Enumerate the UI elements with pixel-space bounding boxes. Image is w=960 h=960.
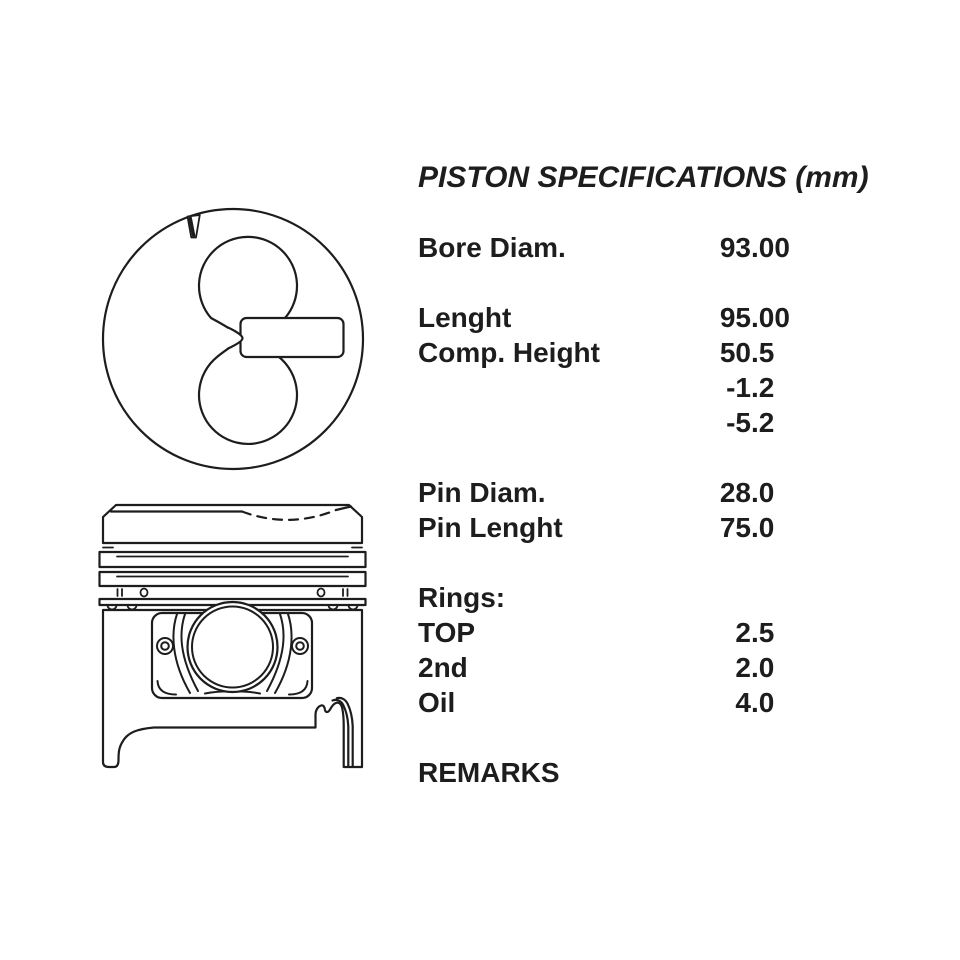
spec-label [418,405,696,440]
spec-label: Oil [418,687,456,718]
spec-value [696,615,774,650]
spec-label: REMARKS [418,757,560,788]
spec-rows [418,230,888,790]
spec-value-int: 93 [719,232,751,263]
spec-value [696,650,774,685]
spec-value [696,580,751,615]
spec-value [696,335,774,370]
ring-band-2 [100,572,366,586]
spec-value-int: 50 [719,337,751,368]
spec-value-int: -5 [726,407,751,438]
spec-value-frac: .0 [751,687,775,718]
spec-row [418,685,888,720]
drain-hole-left [141,589,148,597]
spec-value [696,300,790,335]
spec-panel [418,160,888,790]
spec-value-frac: .5 [751,617,775,648]
boss-hole-left [157,638,173,654]
spec-value-int [696,580,751,615]
crown-slot [241,318,344,357]
spec-value [696,405,774,440]
spec-label: Comp. Height [418,337,600,368]
spec-value [696,685,774,720]
spec-row [418,615,888,650]
spec-row [418,230,888,265]
spec-value-frac: .2 [751,372,775,403]
spec-value-frac: .0 [751,652,775,683]
spec-value [696,510,774,545]
spec-label: Lenght [418,302,512,333]
spec-value [696,370,774,405]
spec-row [418,300,888,335]
spec-label: Bore Diam. [418,232,566,263]
spec-title: PISTON SPECIFICATIONS (mm) [418,161,869,194]
spec-value-int: 95 [719,302,751,333]
spec-value [696,755,751,790]
spec-label: TOP [418,617,476,648]
spec-value-frac: .0 [751,512,775,543]
spec-row [418,405,888,440]
spec-value-frac: .2 [751,407,775,438]
spec-value-int: 4 [735,687,751,718]
spec-value-int: 2 [735,652,751,683]
spec-row [418,755,888,790]
spec-value-frac: .0 [751,477,775,508]
spec-row [418,580,888,615]
spec-row [418,510,888,545]
pin-bore-outer [188,602,278,692]
spec-value-int [696,755,751,790]
drain-hole-right [318,589,325,597]
spec-value [696,475,774,510]
spec-label: Pin Diam. [418,477,546,508]
spec-label: 2nd [418,652,468,683]
spec-value-frac: .00 [751,232,790,263]
spec-row [418,335,888,370]
spec-label: Rings: [418,582,506,613]
spec-value-int: 2 [735,617,751,648]
drain-slot-ticks [118,589,348,596]
ring-band-1 [100,552,366,567]
spec-row [418,650,888,685]
spec-label [418,370,696,405]
spec-row [418,370,888,405]
boss-hole-right [292,638,308,654]
spec-value-frac: .5 [751,337,775,368]
spec-value [696,230,790,265]
spec-label: Pin Lenght [418,512,563,543]
spec-value-int: -1 [726,372,751,403]
spec-row [418,475,888,510]
piston-side-view-figure [95,498,375,778]
spec-value-frac: .00 [751,302,790,333]
piston-top-view-figure [95,195,375,485]
spec-value-int: 75 [719,512,751,543]
spec-value-int: 28 [719,477,751,508]
